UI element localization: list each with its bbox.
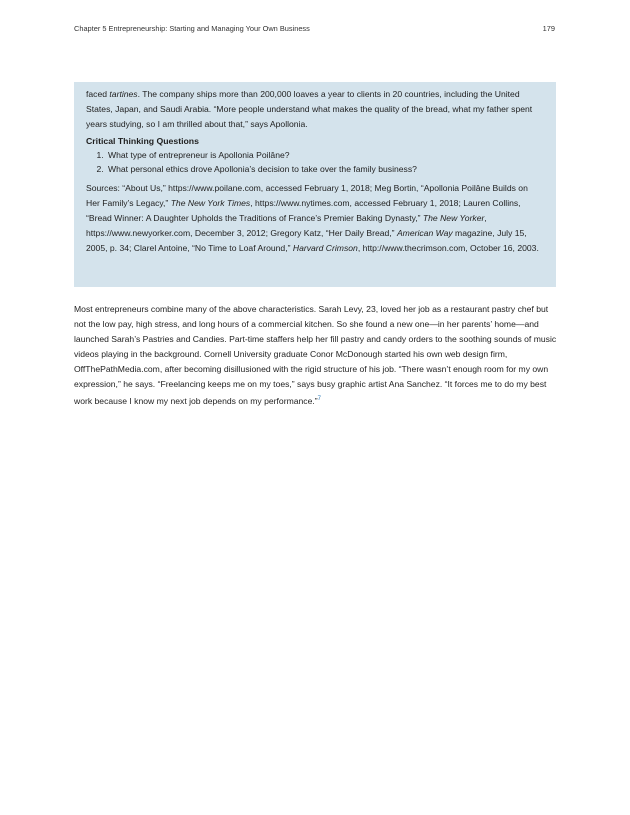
body-section	[74, 302, 558, 409]
source-publication: The New York Times	[170, 198, 251, 208]
source-publication: The New Yorker	[422, 213, 485, 223]
body-paragraph	[74, 302, 558, 409]
feature-intro-paragraph	[86, 87, 544, 132]
question-item: 2. What personal ethics drove Apollonia’s decision to take over the family business?	[106, 162, 544, 176]
page-header	[74, 24, 555, 33]
intro-text: faced	[86, 89, 110, 99]
body-paragraph-text: Most entrepreneurs combine many of the above characteristics. Sarah Levy, 23, loved her job as a restaurant pastry chef but not the low pay, high stress, and long hours of a commercial kitchen. So she found a new one—in her parents’ home—and launched Sarah’s Pastries and Candies. Part-time staffers help her fill pastry and candy orders to the soothing sounds of music videos playing in the background. Cornell University graduate Conor McDonough started his own web design firm, OffThePathMedia.com, after becoming disillusioned with the rigid structure of his job. “There wasn’t enough room for my own expression,” he says. “Freelancing keeps me on my toes,” says busy graphic artist Ana Sanchez. “It forces me to do my best work because I know my next job depends on my performance.”	[74, 304, 557, 406]
sources-paragraph	[86, 181, 544, 256]
question-item: 1. What type of entrepreneur is Apollonia Poilâne?	[106, 148, 544, 162]
page-number: 179	[542, 24, 555, 33]
sources-text: , http://www.thecrimson.com, October 16, 2003.	[357, 243, 539, 253]
sources-text: Sources: “About Us,” https://www.poilane.com, accessed February 1, 2018; Meg Bortin, “Apollonia Poilâne Builds on Her Family’s Legacy,”	[86, 183, 528, 208]
sources-text: , https://www.nytimes.com, accessed February 1, 2018; Lauren Collins, “Bread Winner: A Daughter Upholds the Traditions of France’s Premier Baking Dynasty,”	[86, 198, 521, 223]
source-publication: Harvard Crimson	[292, 243, 358, 253]
sources-text: magazine, July 15, 2005, p. 34; Clarel Antoine, “No Time to Loaf Around,”	[86, 228, 527, 253]
intro-text: . The company ships more than 200,000 loaves a year to clients in 20 countries, including the United States, Japan, and Saudi Arabia. “More people understand what makes the quality of the bread, what my father spent years studying, so I am thrilled about that,” says Apollonia.	[86, 89, 533, 129]
feature-box	[74, 82, 556, 287]
footnote-link[interactable]: 7	[317, 396, 321, 402]
intro-emphasis: tartines	[109, 89, 138, 99]
source-publication: American Way	[396, 228, 453, 238]
critical-thinking-questions	[86, 148, 544, 176]
chapter-title: Chapter 5 Entrepreneurship: Starting and Managing Your Own Business	[74, 24, 310, 33]
sources-text: , https://www.newyorker.com, December 3, 2012; Gregory Katz, “Her Daily Bread,”	[86, 213, 487, 238]
critical-thinking-title: Critical Thinking Questions	[86, 136, 199, 146]
